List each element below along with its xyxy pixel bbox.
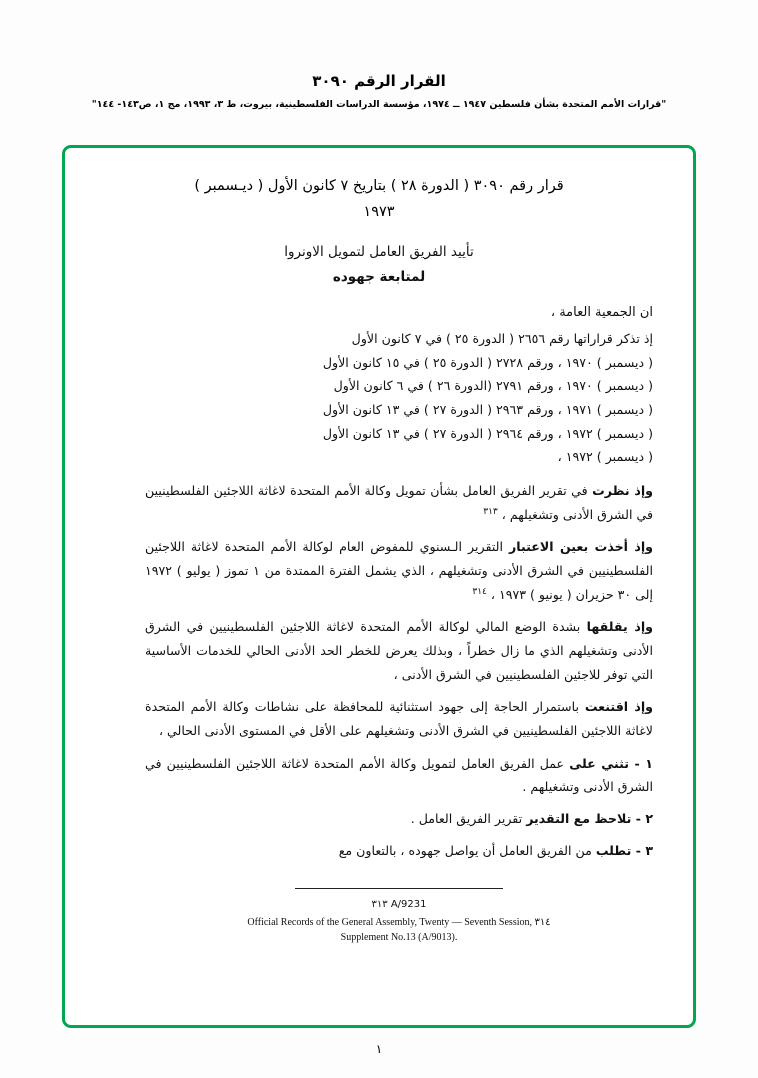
recalls-line: ( ديسمبر ) ١٩٧٠ ، ورقم ٢٧٩١ (الدورة ٢٦ ) في ٦ كانون الأول	[333, 378, 653, 394]
preamble-text: بشدة الوضع المالي لوكالة الأمم المتحدة لاغاثة اللاجئين الفلسطينيين في الشرق الأدنى وتشغيلهم الذي ما زال خطراً ، وبذلك يعرض للخطر الحد الأدنى الحالي للخدمات الأساسية التي توفر للاجئين الفلسطينيين في الشرق الأدنى ،	[145, 619, 653, 682]
resolution-content	[99, 174, 659, 1009]
footnote-ref: ٣١٣	[483, 506, 498, 517]
preamble-emphasis: وإذ نظرت	[592, 483, 653, 499]
resolution-body	[99, 305, 659, 945]
operative-item	[145, 839, 653, 863]
resolution-subtitle	[99, 240, 659, 291]
resolution-heading-line1: قرار رقم ٣٠٩٠ ( الدورة ٢٨ ) بتاريخ ٧ كانون الأول ( ديـسمبر )	[194, 178, 564, 194]
preamble-emphasis: وإذ يقلقها	[586, 619, 653, 635]
preamble-paragraph	[145, 615, 653, 686]
footnote-block	[145, 897, 653, 945]
recalls-line: ( ديسمبر ) ١٩٧٠ ، ورقم ٢٧٢٨ ( الدورة ٢٥ ) في ١٥ كانون الأول	[322, 354, 653, 370]
preamble-paragraph	[145, 535, 653, 606]
recalls-line: ( ديسمبر ) ١٩٧٢ ،	[557, 449, 653, 465]
preamble-text: التقرير الـسنوي للمفوض العام لوكالة الأمم المتحدة لاغاثة اللاجئين الفلسطينيين في الشرق الأدنى وتشغيلهم ، الذي يشمل الفترة الممتدة من ١ تموز ( يوليو ) ١٩٧٢ إلى ٣٠ حزيران ( يونيو ) ١٩٧٣ ،	[145, 539, 653, 602]
source-citation: "قرارات الأمم المتحدة بشأن فلسطين ١٩٤٧ ــ ١٩٧٤، مؤسسة الدراسات الفلسطينية، بيروت، ط ٣، ١٩٩٣، مج ١، ص١٤٣- ١٤٤"	[91, 99, 667, 110]
preamble-emphasis: وإذ أخذت بعين الاعتبار	[508, 539, 653, 555]
footnote-ref: ٣١٤	[472, 586, 487, 597]
document-header	[0, 72, 758, 110]
resolution-heading-line2: ١٩٧٣	[363, 204, 395, 221]
operative-item-number: ٢ -	[635, 811, 653, 827]
preamble-text: باستمرار الحاجة إلى جهود استثنائية للمحافظة على نشاطات وكالة الأمم المتحدة لاغاثة اللاجئين الفلسطينيين في الشرق الأدنى وتشغيلهم على الأقل في المستوى الأدنى الحالي ،	[145, 699, 653, 739]
operative-item-number: ١ -	[634, 755, 653, 771]
operative-item-text: من الفريق العامل أن يواصل جهوده ، بالتعاون مع	[338, 842, 596, 858]
page-title: القرار الرقم ٣٠٩٠	[312, 72, 446, 90]
operative-item	[145, 807, 653, 831]
recalls-line: ( ديسمبر ) ١٩٧١ ، ورقم ٢٩٦٣ ( الدورة ٢٧ ) في ١٣ كانون الأول	[322, 402, 653, 418]
preamble-text: في تقرير الفريق العامل بشأن تمويل وكالة الأمم المتحدة لاغاثة اللاجئين الفلسطينيين في الشرق الأدنى وتشغيلهم ،	[145, 483, 653, 522]
footnote-reference-right: A/9231 ٣١٣	[371, 899, 427, 911]
resolution-subtitle-line2: لمتابعة جهوده	[332, 269, 426, 286]
page-number: ١	[375, 1042, 383, 1056]
operative-item-emphasis: تلاحظ مع التقدير	[526, 811, 636, 827]
recalls-line: ( ديسمبر ) ١٩٧٢ ، ورقم ٢٩٦٤ ( الدورة ٢٧ ) في ١٣ كانون الأول	[322, 425, 653, 441]
footnote-line-2: Supplement No.13 (A/9013).	[340, 932, 458, 944]
operative-item-emphasis: تثني على	[569, 755, 635, 771]
preamble-paragraph	[145, 695, 653, 742]
operative-item-number: ٣ -	[635, 842, 653, 858]
operative-item-text: تقرير الفريق العامل .	[410, 811, 527, 827]
footnote-line-1: Official Records of the General Assembly, Twenty — Seventh Session, ٣١٤	[247, 917, 551, 929]
preamble-emphasis: وإذ اقتنعت	[584, 699, 653, 715]
operative-item-text: عمل الفريق العامل لتمويل وكالة الأمم المتحدة لاغاثة اللاجئين الفلسطينيين في الشرق الأدنى وتشغيلهم .	[145, 755, 653, 795]
recalls-paragraph	[145, 327, 653, 469]
preamble-paragraph	[145, 479, 653, 526]
resolution-heading	[99, 174, 659, 226]
operative-item-emphasis: تطلب	[595, 842, 636, 858]
resolution-lead: ان الجمعية العامة ،	[550, 305, 653, 321]
footnote-divider	[295, 888, 503, 889]
operative-item	[145, 752, 653, 799]
recalls-intro: إذ تذكر قراراتها رقم ٢٦٥٦ ( الدورة ٢٥ ) في ٧ كانون الأول	[351, 331, 653, 347]
resolution-subtitle-line1: تأييد الفريق العامل لتمويل الاونروا	[284, 243, 474, 260]
green-bordered-frame	[62, 145, 696, 1028]
